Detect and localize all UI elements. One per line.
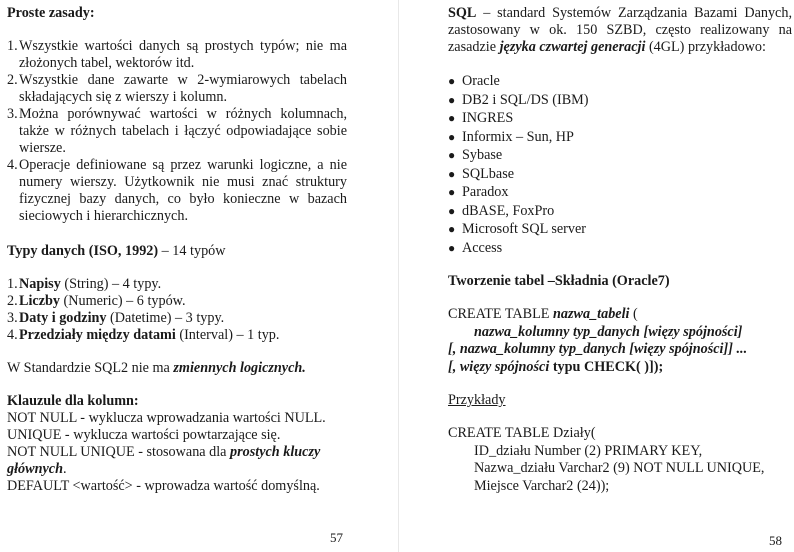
syntax-line: CREATE TABLE nazwa_tabeli ( [448, 306, 638, 322]
systems-list [448, 72, 792, 257]
rule-item: 4. Operacje definiowane są przez warunki logiczne, a nie numery wierszy. Użytkownik nie musi znać struktury fizycznej bazy danych, co było konieczne w bazach sieciowych i hierarchicznych. [7, 157, 347, 224]
system-item: ● Sybase [448, 147, 503, 163]
system-item: ● Access [448, 239, 503, 256]
system-item: ● DB2 i SQL/DS (IBM) [448, 91, 589, 108]
sql-intro: SQL – standard Systemów Zarządzania Bazami Danych, zastosowany w ok. 150 SZBD, często realizowany na zasadzie języka czwartej generacji (4GL) przykładowo: [448, 5, 792, 55]
example-line: CREATE TABLE Działy( [448, 425, 596, 441]
syntax-line: [, nazwa_kolumny typ_danych [więzy spójności]] ... [448, 341, 748, 357]
syntax-line: [, więzy spójności typu CHECK( )]); [448, 358, 664, 375]
rule-text: Wszystkie wartości danych są prostych typów; nie ma złożonych tabel, wektorów itd. [19, 38, 347, 71]
system-item: ● INGRES [448, 110, 514, 126]
sql2-note: W Standardzie SQL2 nie ma zmiennych logicznych. [7, 360, 306, 376]
system-item: ● Microsoft SQL server [448, 221, 586, 237]
clause-unique: UNIQUE - wyklucza wartości powtarzające się. [7, 427, 281, 443]
clauses-heading: Klauzule dla kolumn: [7, 393, 139, 409]
clause-default: DEFAULT <wartość> - wprowadza wartość domyślną. [7, 478, 320, 494]
syntax-block [448, 306, 792, 376]
system-item: ● dBASE, FoxPro [448, 202, 555, 219]
type-item: 3. Daty i godziny (Datetime) – 3 typy. [7, 310, 225, 326]
create-table-heading: Tworzenie tabel –Składnia (Oracle7) [448, 273, 670, 289]
right-page [410, 0, 794, 552]
page-number-left: 57 [330, 530, 343, 545]
system-item: ● SQLbase [448, 165, 515, 182]
system-item: ● Informix – Sun, HP [448, 128, 574, 145]
rule-item: 3. Można porównywać wartości w różnych kolumnach, także w różnych tabelach i łączyć odpowiadające sobie wiersze. [7, 106, 347, 156]
clause-not-null-unique: NOT NULL UNIQUE - stosowana dla prostych kluczy głównych. [7, 444, 321, 477]
type-item: 2. Liczby (Numeric) – 6 typów. [7, 293, 186, 309]
rule-text: Operacje definiowane są przez warunki logiczne, a nie numery wierszy. Użytkownik nie musi znać struktury fizycznej bazy danych, co było konieczne w bazach sieciowych i hierarchicznych. [19, 157, 347, 224]
types-heading: Typy danych (ISO, 1992) – 14 typów [7, 243, 226, 259]
example-block [448, 425, 792, 495]
rules-heading: Proste zasady: [7, 5, 95, 21]
rules-list [7, 38, 347, 225]
system-item: ● Paradox [448, 184, 509, 200]
rule-text: Wszystkie dane zawarte w 2-wymiarowych tabelach składających się z wierszy i kolumn. [19, 72, 347, 105]
syntax-line: nazwa_kolumny typ_danych [więzy spójności] [474, 323, 743, 340]
rule-item: 1. Wszystkie wartości danych są prostych typów; nie ma złożonych tabel, wektorów itd. [7, 38, 347, 71]
page-number-right: 58 [769, 533, 782, 548]
types-list [7, 276, 347, 344]
type-item: 1. Napisy (String) – 4 typy. [7, 276, 162, 292]
type-item: 4. Przedziały między datami (Interval) – 1 typ. [7, 327, 280, 343]
example-line: Nazwa_działu Varchar2 (9) NOT NULL UNIQUE, [474, 460, 765, 476]
system-item: ● Oracle [448, 73, 500, 89]
rule-item: 2. Wszystkie dane zawarte w 2-wymiarowych tabelach składających się z wierszy i kolumn. [7, 72, 347, 105]
rule-text: Można porównywać wartości w różnych kolumnach, także w różnych tabelach i łączyć odpowiadające sobie wiersze. [19, 106, 347, 156]
example-line: Miejsce Varchar2 (24)); [474, 477, 610, 494]
left-page-content [7, 5, 347, 495]
examples-label: Przykłady [448, 392, 506, 408]
clause-not-null: NOT NULL - wyklucza wprowadzania wartości NULL. [7, 410, 326, 426]
right-page-content [448, 5, 792, 495]
example-line: ID_działu Number (2) PRIMARY KEY, [474, 442, 703, 459]
